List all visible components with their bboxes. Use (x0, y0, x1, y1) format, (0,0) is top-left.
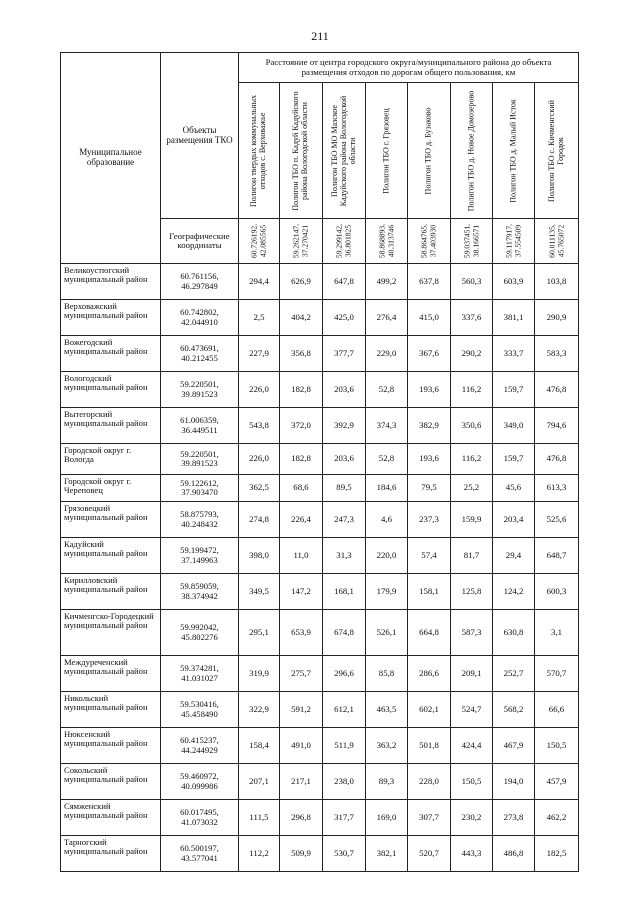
distance-cell: 275,7 (280, 656, 323, 692)
distance-cell: 637,8 (408, 264, 451, 300)
distance-cell: 524,7 (451, 692, 493, 728)
municipality-name: Вологодский муниципальный район (61, 372, 161, 408)
distance-cell: 307,7 (408, 800, 451, 836)
distance-cell: 103,8 (535, 264, 579, 300)
distance-cell: 52,8 (366, 372, 408, 408)
distance-cell: 179,9 (366, 574, 408, 610)
distance-cell: 543,8 (239, 408, 280, 444)
distance-cell: 612,1 (323, 692, 366, 728)
distance-cell: 349,5 (239, 574, 280, 610)
table-row (61, 764, 579, 800)
distance-cell: 182,8 (280, 444, 323, 475)
municipality-name: Кирилловский муниципальный район (61, 574, 161, 610)
distance-cell: 382,1 (366, 836, 408, 872)
distance-cell: 794,6 (535, 408, 579, 444)
distance-cell: 647,8 (323, 264, 366, 300)
distance-cell: 111,5 (239, 800, 280, 836)
distance-cell: 591,2 (280, 692, 323, 728)
distance-cell: 362,5 (239, 475, 280, 502)
distance-cell: 169,0 (366, 800, 408, 836)
distance-cell: 356,8 (280, 336, 323, 372)
distance-cell: 237,3 (408, 502, 451, 538)
municipality-name: Нюксенский муниципальный район (61, 728, 161, 764)
distance-cell: 116,2 (451, 444, 493, 475)
distance-cell: 443,3 (451, 836, 493, 872)
distance-cell: 229,0 (366, 336, 408, 372)
distance-cell: 520,7 (408, 836, 451, 872)
municipality-name: Вытегорский муниципальный район (61, 408, 161, 444)
distance-table (60, 52, 579, 872)
municipality-coords: 59.859059, 38.374942 (161, 574, 239, 610)
landfill-coords: 60.011135, 45.765072 (546, 224, 565, 258)
landfill-header (323, 83, 366, 219)
distance-cell: 568,2 (493, 692, 535, 728)
table-body (61, 264, 579, 872)
distance-cell: 247,3 (323, 502, 366, 538)
landfill-header (493, 83, 535, 219)
distance-cell: 501,8 (408, 728, 451, 764)
distance-cell: 404,2 (280, 300, 323, 336)
landfill-name: Полигон ТБО с. Кичменгский Городок (546, 99, 565, 202)
distance-cell: 509,9 (280, 836, 323, 872)
distance-cell: 68,6 (280, 475, 323, 502)
distance-cell: 124,2 (493, 574, 535, 610)
municipality-name: Городской округ г. Череповец (61, 475, 161, 502)
distance-cell: 337,6 (451, 300, 493, 336)
distance-cell: 295,1 (239, 610, 280, 656)
landfill-coords-cell (493, 219, 535, 264)
distance-cell: 57,4 (408, 538, 451, 574)
distance-cell: 125,8 (451, 574, 493, 610)
distance-cell: 184,6 (366, 475, 408, 502)
municipality-coords: 60.500197, 43.577041 (161, 836, 239, 872)
distance-cell: 194,0 (493, 764, 535, 800)
table-row (61, 610, 579, 656)
landfill-coords: 59.262147, 37.270421 (291, 223, 309, 259)
distance-cell: 587,3 (451, 610, 493, 656)
distance-cell: 203,6 (323, 372, 366, 408)
distance-cell: 526,1 (366, 610, 408, 656)
table-row (61, 656, 579, 692)
landfill-coords: 59.299142, 36.801825 (334, 223, 352, 259)
distance-cell: 159,7 (493, 372, 535, 408)
table-row (61, 408, 579, 444)
distance-cell: 203,4 (493, 502, 535, 538)
distance-cell: 425,0 (323, 300, 366, 336)
municipality-name: Сокольский муниципальный район (61, 764, 161, 800)
distance-cell: 79,5 (408, 475, 451, 502)
municipality-coords: 59.530416, 45.458490 (161, 692, 239, 728)
municipality-name: Никольский муниципальный район (61, 692, 161, 728)
objects-header: Объекты размещения ТКО (161, 53, 239, 219)
distance-cell: 158,1 (408, 574, 451, 610)
landfill-coords-cell (451, 219, 493, 264)
distance-cell: 112,2 (239, 836, 280, 872)
distance-cell: 674,8 (323, 610, 366, 656)
table-row (61, 692, 579, 728)
distance-cell: 158,4 (239, 728, 280, 764)
distance-cell: 29,4 (493, 538, 535, 574)
distance-cell: 11,0 (280, 538, 323, 574)
landfill-name: Полигон твердых коммунальных отходов с. Верховажье (249, 94, 267, 207)
distance-cell: 600,3 (535, 574, 579, 610)
distance-cell: 613,3 (535, 475, 579, 502)
distance-cell: 89,3 (366, 764, 408, 800)
distance-cell: 286,6 (408, 656, 451, 692)
distance-cell: 116,2 (451, 372, 493, 408)
distance-cell: 226,0 (239, 372, 280, 408)
landfill-coords: 58.864765, 37.403930 (419, 223, 437, 259)
municipality-coords: 59.374281, 41.031027 (161, 656, 239, 692)
table-row (61, 336, 579, 372)
distance-cell: 322,9 (239, 692, 280, 728)
landfill-coords-cell (239, 219, 280, 264)
municipality-name: Кичменгско-Городецкий муниципальный район (61, 610, 161, 656)
table-row (61, 372, 579, 408)
table-row (61, 538, 579, 574)
distance-cell: 415,0 (408, 300, 451, 336)
distance-cell: 182,8 (280, 372, 323, 408)
distance-cell: 648,7 (535, 538, 579, 574)
distance-cell: 374,3 (366, 408, 408, 444)
landfill-header (535, 83, 579, 219)
municipality-name: Вожегодский муниципальный район (61, 336, 161, 372)
municipality-coords: 60.415237, 44.244929 (161, 728, 239, 764)
distance-cell: 367,6 (408, 336, 451, 372)
distance-cell: 602,1 (408, 692, 451, 728)
municipality-coords: 60.761156, 46.297849 (161, 264, 239, 300)
page-number: 211 (311, 29, 329, 43)
municipality-name: Кадуйский муниципальный район (61, 538, 161, 574)
distance-cell: 290,9 (535, 300, 579, 336)
distance-cell: 227,9 (239, 336, 280, 372)
distance-cell: 530,7 (323, 836, 366, 872)
landfill-name: Полигон ТБО д. Малый Исток (508, 98, 518, 203)
municipality-coords: 59.220501, 39.891523 (161, 444, 239, 475)
landfill-coords-cell (323, 219, 366, 264)
distance-cell: 463,5 (366, 692, 408, 728)
distance-cell: 85,8 (366, 656, 408, 692)
distance-cell: 626,9 (280, 264, 323, 300)
landfill-coords: 59.117917, 37.554509 (503, 224, 522, 258)
distance-cell: 372,0 (280, 408, 323, 444)
distance-cell: 319,9 (239, 656, 280, 692)
distance-cell: 317,7 (323, 800, 366, 836)
distance-cell: 491,0 (280, 728, 323, 764)
distance-cell: 150,5 (535, 728, 579, 764)
distance-cell: 45,6 (493, 475, 535, 502)
table-row (61, 300, 579, 336)
distance-cell: 603,9 (493, 264, 535, 300)
table-row (61, 444, 579, 475)
municipality-name: Сямженский муниципальный район (61, 800, 161, 836)
table-row (61, 475, 579, 502)
distance-cell: 457,9 (535, 764, 579, 800)
distance-cell: 296,6 (323, 656, 366, 692)
landfill-header (239, 83, 280, 219)
distance-cell: 476,8 (535, 444, 579, 475)
table-row (61, 264, 579, 300)
table-row (61, 574, 579, 610)
municipality-coords: 58.875793, 40.248432 (161, 502, 239, 538)
distance-cell: 583,3 (535, 336, 579, 372)
landfill-header (451, 83, 493, 219)
table-row (61, 502, 579, 538)
distance-cell: 230,2 (451, 800, 493, 836)
distance-cell: 252,7 (493, 656, 535, 692)
municipality-name: Междуреченский муниципальный район (61, 656, 161, 692)
distance-cell: 363,2 (366, 728, 408, 764)
table-row (61, 836, 579, 872)
distance-cell: 66,6 (535, 692, 579, 728)
distance-cell: 2,5 (239, 300, 280, 336)
landfill-name: Полигон ТБО г. Грязовец (381, 107, 391, 194)
distance-cell: 4,6 (366, 502, 408, 538)
distance-cell: 511,9 (323, 728, 366, 764)
distance-cell: 294,4 (239, 264, 280, 300)
distance-cell: 424,4 (451, 728, 493, 764)
distance-cell: 476,8 (535, 372, 579, 408)
distance-cell: 209,1 (451, 656, 493, 692)
distance-cell: 382,9 (408, 408, 451, 444)
distance-cell: 3,1 (535, 610, 579, 656)
municipality-coords: 60.742802, 42.044910 (161, 300, 239, 336)
municipality-name: Городской округ г. Вологда (61, 444, 161, 475)
distance-cell: 467,9 (493, 728, 535, 764)
distance-cell: 462,2 (535, 800, 579, 836)
landfill-coords-cell (280, 219, 323, 264)
municipality-coords: 59.199472, 37.149963 (161, 538, 239, 574)
municipality-coords: 61.006359, 36.449511 (161, 408, 239, 444)
distance-cell: 392,9 (323, 408, 366, 444)
distance-cell: 499,2 (366, 264, 408, 300)
distance-cell: 276,4 (366, 300, 408, 336)
municipality-coords: 59.992042, 45.802276 (161, 610, 239, 656)
distance-cell: 52,8 (366, 444, 408, 475)
distance-cell: 25,2 (451, 475, 493, 502)
municipality-coords: 59.220501, 39.891523 (161, 372, 239, 408)
distance-cell: 560,3 (451, 264, 493, 300)
landfill-name: Полигон ТБО д. Бузаково (423, 107, 433, 194)
table-row (61, 800, 579, 836)
municipality-name: Тарногский муниципальный район (61, 836, 161, 872)
distance-cell: 89,5 (323, 475, 366, 502)
distance-cell: 182,5 (535, 836, 579, 872)
landfill-header (408, 83, 451, 219)
landfill-coords: 60.726192, 42.085565 (249, 223, 267, 259)
distance-cell: 147,2 (280, 574, 323, 610)
distance-cell: 273,8 (493, 800, 535, 836)
municipality-coords: 59.122612, 37.903470 (161, 475, 239, 502)
distance-cell: 228,0 (408, 764, 451, 800)
distance-cell: 377,7 (323, 336, 366, 372)
distance-cell: 653,9 (280, 610, 323, 656)
landfill-coords: 58.868893, 40.313746 (376, 223, 395, 259)
distance-cell: 349,0 (493, 408, 535, 444)
distance-title: Расстояние от центра городского округа/муниципального района до объекта размещения отходов по дорогам общего пользования, км (239, 53, 579, 83)
distance-cell: 81,7 (451, 538, 493, 574)
municipality-coords: 59.460972, 40.099986 (161, 764, 239, 800)
landfill-coords-cell (408, 219, 451, 264)
municipality-coords: 60.017495, 41.073032 (161, 800, 239, 836)
municipality-name: Верховажский муниципальный район (61, 300, 161, 336)
distance-cell: 570,7 (535, 656, 579, 692)
geo-header: Географические координаты (161, 219, 239, 264)
distance-cell: 217,1 (280, 764, 323, 800)
distance-cell: 398,0 (239, 538, 280, 574)
distance-cell: 226,4 (280, 502, 323, 538)
distance-cell: 31,3 (323, 538, 366, 574)
landfill-header (366, 83, 408, 219)
distance-cell: 193,6 (408, 372, 451, 408)
landfill-name: Полигон ТБО п. Кадуй Кадуйского района Вологодской области (291, 90, 309, 211)
distance-cell: 168,1 (323, 574, 366, 610)
distance-cell: 238,0 (323, 764, 366, 800)
distance-cell: 486,8 (493, 836, 535, 872)
municipality-name: Грязовецкий муниципальный район (61, 502, 161, 538)
distance-cell: 207,1 (239, 764, 280, 800)
distance-cell: 159,7 (493, 444, 535, 475)
distance-cell: 630,8 (493, 610, 535, 656)
landfill-header (280, 83, 323, 219)
distance-cell: 226,0 (239, 444, 280, 475)
landfill-name: Полигон ТБО МО Мазское Кадуйского района Вологодской области (329, 95, 357, 206)
distance-cell: 220,0 (366, 538, 408, 574)
landfill-coords: 59.037451, 38.166571 (461, 223, 480, 259)
landfill-name: Полигон ТБО д. Новое Домозерово (466, 90, 476, 211)
distance-cell: 150,5 (451, 764, 493, 800)
distance-cell: 333,7 (493, 336, 535, 372)
landfill-coords-cell (366, 219, 408, 264)
distance-cell: 203,6 (323, 444, 366, 475)
table-row (61, 728, 579, 764)
distance-cell: 290,2 (451, 336, 493, 372)
landfill-coords-cell (535, 219, 579, 264)
municipality-header: Муниципальное образование (61, 53, 161, 264)
distance-cell: 350,6 (451, 408, 493, 444)
distance-cell: 296,8 (280, 800, 323, 836)
municipality-coords: 60.473691, 40.212455 (161, 336, 239, 372)
distance-cell: 274,8 (239, 502, 280, 538)
distance-cell: 664,8 (408, 610, 451, 656)
distance-cell: 159,9 (451, 502, 493, 538)
distance-cell: 193,6 (408, 444, 451, 475)
municipality-name: Великоустюгский муниципальный район (61, 264, 161, 300)
distance-cell: 381,1 (493, 300, 535, 336)
distance-cell: 525,6 (535, 502, 579, 538)
